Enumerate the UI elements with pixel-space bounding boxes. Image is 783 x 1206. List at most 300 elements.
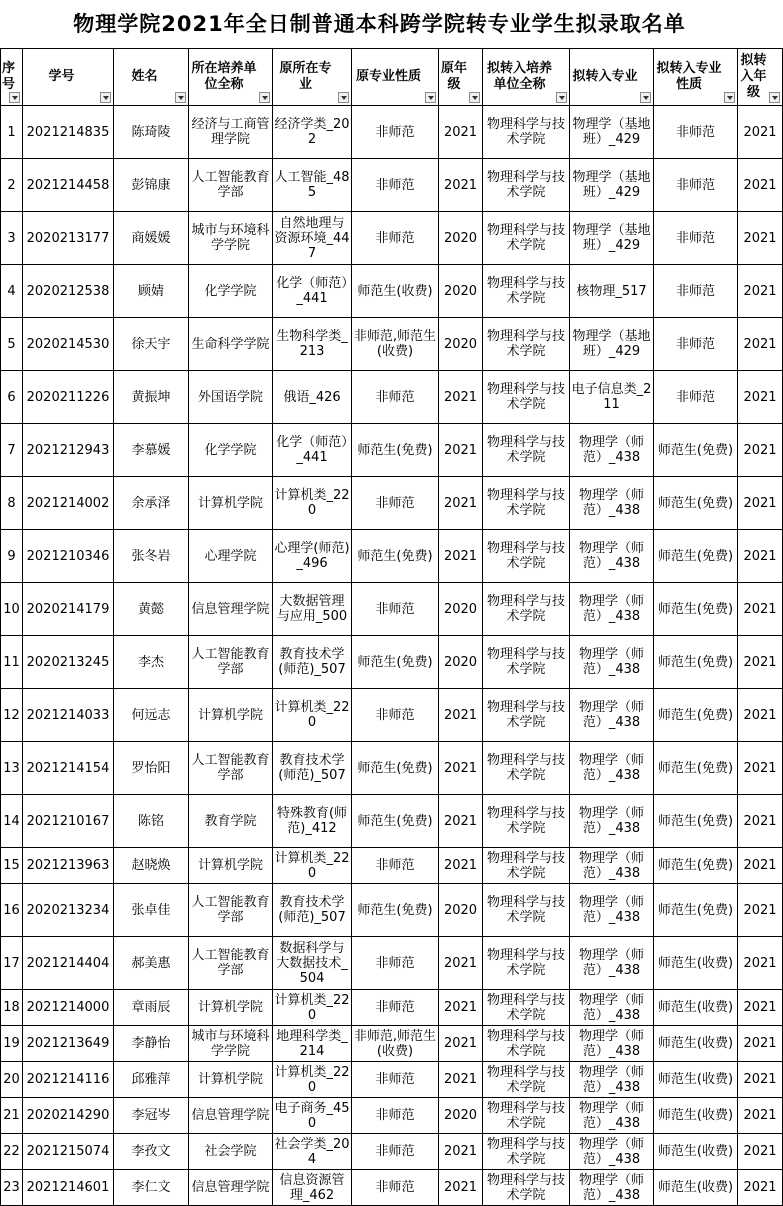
column-header-target-major-type: [654, 49, 738, 106]
cell-text: 物理科学与技术学院: [486, 382, 565, 412]
column-header-student-id: [23, 49, 114, 106]
cell-seq: [1, 1170, 23, 1206]
cell-student-id: [23, 530, 114, 583]
cell-text: 人工智能教育学部: [191, 753, 270, 783]
cell-text: 非师范: [375, 177, 415, 193]
cell-text: 陈铭: [137, 813, 164, 829]
cell-student-id: [23, 795, 114, 848]
cell-text: 师范生(免费): [657, 858, 734, 873]
cell-text: 赵晓焕: [131, 858, 171, 873]
cell-text: 2021: [743, 1000, 777, 1015]
cell-text: 物理科学与技术学院: [486, 895, 565, 925]
cell-seq: [1, 795, 23, 848]
cell-orig-unit: [189, 1134, 273, 1170]
cell-text: 张冬岩: [131, 548, 171, 564]
cell-student-id: [23, 371, 114, 424]
cell-orig-major: [273, 583, 352, 636]
cell-orig-unit: [189, 848, 273, 884]
cell-student-id: [23, 212, 114, 265]
cell-student-id: [23, 477, 114, 530]
cell-target-grade: [738, 1026, 783, 1062]
cell-text: 2021: [443, 1072, 478, 1087]
cell-text: 2021: [743, 442, 777, 458]
cell-text: 15: [3, 858, 20, 873]
cell-target-major: [570, 212, 654, 265]
cell-name: [114, 318, 189, 371]
cell-text: 物理科学与技术学院: [486, 700, 565, 730]
cell-text: 计算机类_220: [274, 850, 350, 881]
cell-target-unit: [483, 530, 570, 583]
cell-orig-unit: [189, 1062, 273, 1098]
filter-dropdown-icon[interactable]: [175, 92, 186, 103]
cell-seq: [1, 371, 23, 424]
cell-seq: [1, 636, 23, 689]
cell-text: 2021: [443, 1036, 478, 1051]
cell-orig-major-type: [352, 159, 439, 212]
table-row: [1, 159, 783, 212]
table-row: [1, 530, 783, 583]
cell-text: 6: [7, 389, 16, 405]
cell-text: 非师范: [375, 124, 415, 140]
filter-dropdown-icon[interactable]: [769, 92, 780, 103]
cell-text: 物理学（基地班）_429: [572, 223, 651, 253]
cell-text: 教育技术学(师范)_507: [278, 895, 346, 925]
cell-seq: [1, 1026, 23, 1062]
cell-text: 物理学（师范）_438: [578, 541, 644, 571]
cell-orig-major-type: [352, 636, 439, 689]
cell-orig-major-type: [352, 477, 439, 530]
cell-text: 非师范: [675, 177, 715, 193]
cell-orig-unit: [189, 530, 273, 583]
cell-orig-major-type: [352, 689, 439, 742]
cell-text: 21: [3, 1108, 20, 1123]
cell-target-major: [570, 159, 654, 212]
cell-text: 师范生(免费): [657, 654, 734, 670]
cell-text: 2021: [743, 707, 777, 723]
cell-orig-major-type: [352, 583, 439, 636]
cell-text: 自然地理与资源环境_447: [274, 215, 350, 261]
table-row: [1, 212, 783, 265]
cell-orig-major: [273, 424, 352, 477]
cell-text: 师范生(收费): [657, 1036, 734, 1051]
cell-text: 计算机学院: [197, 707, 263, 723]
cell-text: 物理科学与技术学院: [486, 850, 565, 881]
cell-target-unit: [483, 1026, 570, 1062]
cell-target-major: [570, 848, 654, 884]
cell-name: [114, 265, 189, 318]
column-header-label: 学号: [48, 69, 75, 84]
cell-text: 2020: [443, 283, 478, 299]
cell-text: 物理科学与技术学院: [486, 1100, 565, 1131]
cell-target-unit: [483, 848, 570, 884]
cell-text: 2020213234: [26, 902, 110, 918]
cell-text: 非师范: [375, 601, 415, 617]
cell-target-grade: [738, 1170, 783, 1206]
cell-text: 2021213649: [26, 1036, 110, 1051]
filter-dropdown-icon[interactable]: [338, 92, 349, 103]
cell-student-id: [23, 1170, 114, 1206]
column-header-label: 序号: [2, 61, 16, 92]
cell-text: 顾婧: [137, 283, 164, 299]
cell-text: 2021212943: [26, 442, 110, 458]
cell-student-id: [23, 583, 114, 636]
cell-target-unit: [483, 1134, 570, 1170]
cell-text: 化学学院: [204, 442, 257, 458]
cell-text: 2: [7, 177, 16, 193]
cell-text: 物理科学与技术学院: [486, 223, 565, 253]
cell-text: 教育技术学(师范)_507: [278, 647, 346, 677]
cell-text: 非师范: [675, 336, 715, 352]
filter-dropdown-icon[interactable]: [469, 92, 480, 103]
table-row: [1, 106, 783, 159]
cell-orig-grade: [439, 1134, 483, 1170]
cell-orig-unit: [189, 159, 273, 212]
cell-name: [114, 689, 189, 742]
column-header-label: 拟转入年级: [740, 53, 767, 100]
cell-text: 19: [3, 1036, 20, 1051]
cell-text: 物理学（基地班）_429: [572, 170, 651, 200]
cell-text: 人工智能_485: [274, 170, 350, 200]
cell-text: 师范生(免费): [657, 495, 734, 511]
cell-text: 物理科学与技术学院: [486, 170, 565, 200]
cell-text: 2021210167: [26, 813, 110, 829]
cell-text: 22: [3, 1144, 20, 1159]
cell-text: 非师范: [375, 1000, 415, 1015]
cell-text: 物理学（师范）_438: [578, 753, 644, 783]
cell-name: [114, 742, 189, 795]
cell-text: 2021214835: [26, 124, 110, 140]
cell-orig-unit: [189, 318, 273, 371]
cell-target-major: [570, 1134, 654, 1170]
cell-target-major-type: [654, 1026, 738, 1062]
cell-name: [114, 1170, 189, 1206]
cell-text: 2021: [443, 124, 478, 140]
cell-target-unit: [483, 1062, 570, 1098]
cell-text: 2021214033: [26, 707, 110, 723]
cell-target-grade: [738, 318, 783, 371]
cell-orig-major-type: [352, 937, 439, 990]
cell-orig-major: [273, 1134, 352, 1170]
cell-target-grade: [738, 884, 783, 937]
filter-dropdown-icon[interactable]: [556, 92, 567, 103]
cell-target-unit: [483, 212, 570, 265]
filter-dropdown-icon[interactable]: [425, 92, 436, 103]
cell-text: 2021214458: [26, 177, 110, 193]
cell-target-major: [570, 689, 654, 742]
cell-text: 师范生(免费): [657, 548, 734, 564]
header-row: [1, 49, 783, 106]
cell-text: 2021210346: [26, 548, 110, 564]
cell-orig-unit: [189, 477, 273, 530]
cell-text: 2021: [743, 1036, 777, 1051]
cell-text: 非师范: [375, 1108, 415, 1123]
column-header-seq: [1, 49, 23, 106]
cell-orig-grade: [439, 159, 483, 212]
cell-target-unit: [483, 990, 570, 1026]
cell-orig-major: [273, 265, 352, 318]
cell-orig-grade: [439, 937, 483, 990]
cell-target-unit: [483, 636, 570, 689]
cell-text: 物理科学与技术学院: [486, 948, 565, 978]
cell-seq: [1, 742, 23, 795]
cell-seq: [1, 1134, 23, 1170]
cell-text: 物理学（师范）_438: [578, 647, 644, 677]
cell-orig-major-type: [352, 795, 439, 848]
cell-orig-grade: [439, 795, 483, 848]
cell-orig-unit: [189, 583, 273, 636]
cell-target-unit: [483, 106, 570, 159]
cell-orig-unit: [189, 884, 273, 937]
cell-orig-unit: [189, 1170, 273, 1206]
column-header-label: 原所在专业: [279, 61, 332, 92]
cell-orig-unit: [189, 636, 273, 689]
cell-text: 特殊教育(师范)_412: [276, 806, 348, 836]
cell-text: 物理科学与技术学院: [486, 329, 565, 359]
cell-target-unit: [483, 689, 570, 742]
cell-target-major-type: [654, 689, 738, 742]
cell-student-id: [23, 424, 114, 477]
table-row: [1, 742, 783, 795]
cell-orig-unit: [189, 106, 273, 159]
cell-text: 化学（师范）_441: [276, 435, 348, 465]
cell-orig-unit: [189, 742, 273, 795]
cell-text: 2021: [443, 177, 478, 193]
cell-text: 2021: [743, 230, 777, 246]
cell-text: 2021: [743, 1072, 777, 1087]
cell-text: 师范生(收费): [657, 955, 734, 971]
cell-target-major-type: [654, 477, 738, 530]
column-header-target-major: [570, 49, 654, 106]
cell-text: 18: [3, 1000, 20, 1015]
cell-orig-major: [273, 795, 352, 848]
cell-text: 23: [3, 1180, 20, 1195]
cell-text: 师范生(免费): [357, 654, 433, 670]
cell-text: 李杰: [137, 654, 164, 670]
cell-orig-major-type: [352, 1062, 439, 1098]
cell-orig-major-type: [352, 884, 439, 937]
cell-target-grade: [738, 1062, 783, 1098]
cell-orig-grade: [439, 371, 483, 424]
cell-text: 非师范: [375, 230, 415, 246]
filter-dropdown-icon[interactable]: [9, 92, 20, 103]
cell-target-unit: [483, 795, 570, 848]
cell-target-grade: [738, 212, 783, 265]
cell-orig-major: [273, 212, 352, 265]
cell-text: 2021: [743, 283, 777, 299]
cell-text: 何远志: [131, 707, 171, 723]
cell-text: 罗怡阳: [131, 760, 171, 776]
cell-text: 非师范: [675, 283, 715, 299]
cell-target-major-type: [654, 1098, 738, 1134]
cell-target-major-type: [654, 159, 738, 212]
cell-text: 物理学（师范）_438: [578, 1028, 644, 1059]
cell-target-major-type: [654, 795, 738, 848]
cell-text: 2020214530: [26, 336, 110, 352]
cell-target-unit: [483, 371, 570, 424]
cell-student-id: [23, 1026, 114, 1062]
cell-text: 商媛媛: [131, 230, 171, 246]
column-header-target-grade: [738, 49, 783, 106]
cell-seq: [1, 583, 23, 636]
cell-text: 物理科学与技术学院: [486, 117, 565, 147]
cell-name: [114, 848, 189, 884]
cell-text: 2021214000: [26, 1000, 110, 1015]
cell-text: 2021: [443, 495, 478, 511]
cell-text: 16: [3, 902, 20, 918]
cell-text: 2021: [743, 389, 777, 405]
cell-orig-grade: [439, 424, 483, 477]
cell-orig-major: [273, 937, 352, 990]
filter-dropdown-icon[interactable]: [640, 92, 651, 103]
cell-orig-grade: [439, 742, 483, 795]
cell-text: 师范生(免费): [657, 902, 734, 918]
cell-seq: [1, 1098, 23, 1134]
column-header-orig-major-type: [352, 49, 439, 106]
cell-target-major: [570, 1170, 654, 1206]
cell-text: 2021: [443, 442, 478, 458]
filter-dropdown-icon[interactable]: [724, 92, 735, 103]
table-row: [1, 477, 783, 530]
cell-text: 物理学（师范）_438: [578, 1100, 644, 1131]
filter-dropdown-icon[interactable]: [259, 92, 270, 103]
cell-text: 物理学（基地班）_429: [572, 117, 651, 147]
cell-name: [114, 937, 189, 990]
cell-target-major: [570, 884, 654, 937]
cell-text: 电子商务_450: [274, 1100, 350, 1131]
cell-text: 非师范: [375, 389, 415, 405]
cell-target-major: [570, 636, 654, 689]
page-title: 物理学院2021年全日制普通本科跨学院转专业学生拟录取名单: [73, 12, 686, 36]
cell-text: 2021: [443, 1180, 478, 1195]
cell-text: 师范生(免费): [357, 813, 433, 829]
cell-orig-major: [273, 159, 352, 212]
column-header-orig-unit: [189, 49, 273, 106]
cell-target-grade: [738, 937, 783, 990]
table-row: [1, 265, 783, 318]
cell-text: 俄语_426: [283, 389, 341, 405]
cell-target-major-type: [654, 318, 738, 371]
cell-text: 非师范: [675, 230, 715, 246]
cell-text: 师范生(免费): [357, 442, 433, 458]
cell-text: 师范生(免费): [657, 760, 734, 776]
cell-orig-major-type: [352, 424, 439, 477]
cell-text: 非师范: [375, 858, 415, 873]
cell-text: 人工智能教育学部: [191, 170, 270, 200]
table-row: [1, 937, 783, 990]
cell-text: 信息管理学院: [191, 1108, 270, 1123]
cell-text: 黄振坤: [131, 389, 171, 405]
cell-text: 心理学(师范)_496: [274, 541, 350, 571]
cell-text: 物理学（师范）_438: [578, 850, 644, 881]
cell-orig-unit: [189, 1098, 273, 1134]
cell-text: 2020212538: [26, 283, 110, 299]
cell-student-id: [23, 318, 114, 371]
cell-target-major: [570, 530, 654, 583]
cell-text: 大数据管理与应用_500: [276, 594, 348, 624]
cell-text: 7: [7, 442, 16, 458]
cell-target-unit: [483, 424, 570, 477]
cell-text: 2021: [743, 495, 777, 511]
cell-target-grade: [738, 689, 783, 742]
cell-text: 2021213963: [26, 858, 110, 873]
cell-text: 物理学（师范）_438: [578, 992, 644, 1023]
cell-student-id: [23, 1062, 114, 1098]
cell-seq: [1, 318, 23, 371]
cell-text: 2021214601: [26, 1180, 110, 1195]
cell-text: 非师范: [375, 1072, 415, 1087]
cell-text: 10: [3, 601, 20, 617]
filter-dropdown-icon[interactable]: [100, 92, 111, 103]
cell-orig-major: [273, 1170, 352, 1206]
cell-text: 物理学（师范）_438: [578, 435, 644, 465]
cell-orig-major: [273, 990, 352, 1026]
table-row: [1, 318, 783, 371]
cell-text: 物理科学与技术学院: [486, 992, 565, 1023]
cell-text: 2020: [443, 601, 478, 617]
cell-text: 2020214290: [26, 1108, 110, 1123]
column-header-label: 姓名: [131, 69, 158, 84]
cell-seq: [1, 530, 23, 583]
cell-target-grade: [738, 742, 783, 795]
cell-orig-unit: [189, 424, 273, 477]
cell-text: 师范生(免费): [657, 813, 734, 829]
cell-text: 非师范: [375, 495, 415, 511]
table-row: [1, 990, 783, 1026]
cell-seq: [1, 937, 23, 990]
cell-orig-major-type: [352, 212, 439, 265]
cell-text: 13: [3, 760, 20, 776]
cell-orig-unit: [189, 689, 273, 742]
cell-text: 计算机学院: [197, 1072, 263, 1087]
cell-target-grade: [738, 1134, 783, 1170]
cell-text: 师范生(收费): [357, 283, 433, 299]
cell-orig-major-type: [352, 318, 439, 371]
cell-target-unit: [483, 937, 570, 990]
cell-text: 章雨辰: [131, 1000, 171, 1015]
cell-text: 2021215074: [26, 1144, 110, 1159]
cell-text: 师范生(收费): [657, 1000, 734, 1015]
cell-text: 非师范: [375, 1180, 415, 1195]
cell-target-major: [570, 795, 654, 848]
cell-orig-unit: [189, 265, 273, 318]
cell-target-unit: [483, 742, 570, 795]
cell-text: 化学（师范）_441: [276, 276, 348, 306]
cell-orig-major-type: [352, 1098, 439, 1134]
cell-target-major: [570, 742, 654, 795]
table-row: [1, 1170, 783, 1206]
cell-text: 2021: [743, 1144, 777, 1159]
cell-orig-major: [273, 848, 352, 884]
table-row: [1, 1062, 783, 1098]
cell-text: 物理科学与技术学院: [486, 488, 565, 518]
cell-target-grade: [738, 530, 783, 583]
cell-text: 物理学（师范）_438: [578, 1172, 644, 1203]
cell-name: [114, 477, 189, 530]
cell-text: 电子信息类_211: [571, 382, 652, 412]
table-row: [1, 689, 783, 742]
cell-text: 师范生(收费): [657, 1144, 734, 1159]
cell-name: [114, 212, 189, 265]
cell-text: 1: [7, 124, 16, 140]
cell-text: 物理学（师范）_438: [578, 1064, 644, 1095]
cell-text: 2020: [443, 336, 478, 352]
cell-orig-grade: [439, 1062, 483, 1098]
cell-target-grade: [738, 636, 783, 689]
cell-orig-grade: [439, 477, 483, 530]
table-row: [1, 636, 783, 689]
cell-text: 2021: [743, 654, 777, 670]
cell-text: 地理科学类_214: [276, 1028, 348, 1059]
